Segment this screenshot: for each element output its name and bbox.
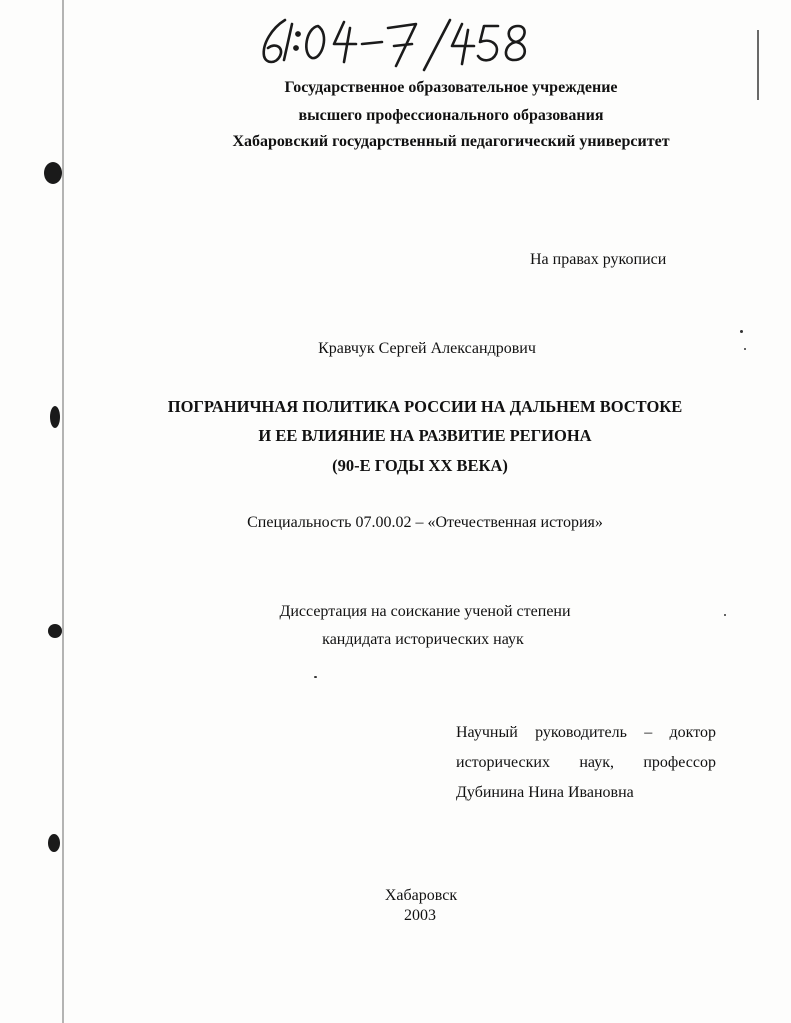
specialty: Специальность 07.00.02 – «Отечественная история» xyxy=(247,514,603,531)
scan-speck xyxy=(740,330,743,333)
city: Хабаровск xyxy=(384,887,458,904)
archive-number-handwritten xyxy=(0,14,791,74)
supervisor-block xyxy=(456,718,716,808)
scan-speck xyxy=(314,676,317,678)
institution-line-1: Государственное образовательное учреждение xyxy=(284,79,618,96)
dissertation-title-line-1: ПОГРАНИЧНАЯ ПОЛИТИКА РОССИИ НА ДАЛЬНЕМ ВОСТОКЕ xyxy=(167,397,683,416)
dissertation-degree-line-1: Диссертация на соискание ученой степени xyxy=(279,603,571,620)
punch-hole-top xyxy=(44,162,62,184)
dissertation-degree-line-2: кандидата исторических наук xyxy=(322,631,524,648)
scan-left-edge xyxy=(62,0,64,1023)
institution-line-3: Хабаровский государственный педагогический университет xyxy=(232,133,670,150)
supervisor-line-1: Научный руководитель – доктор xyxy=(456,724,716,741)
supervisor-line-3: Дубинина Нина Ивановна xyxy=(456,784,634,801)
manuscript-rights: На правах рукописи xyxy=(530,251,667,268)
dissertation-title-line-3: (90-Е ГОДЫ XX ВЕКА) xyxy=(332,456,508,475)
institution-line-2: высшего профессионального образования xyxy=(298,107,604,124)
dissertation-title-line-2: И ЕЕ ВЛИЯНИЕ НА РАЗВИТИЕ РЕГИОНА xyxy=(258,426,592,445)
punch-hole-bottom xyxy=(48,834,60,852)
year: 2003 xyxy=(404,907,436,924)
supervisor-line-2: исторических наук, профессор xyxy=(456,754,716,771)
author-name: Кравчук Сергей Александрович xyxy=(318,340,536,357)
